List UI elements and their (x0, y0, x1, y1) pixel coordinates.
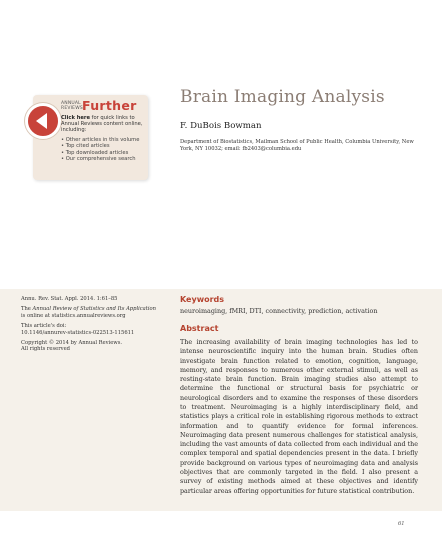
click-here-link[interactable]: Click here (61, 115, 90, 121)
abstract-heading: Abstract (180, 324, 219, 333)
citation: Annu. Rev. Stat. Appl. 2014. 1:61–85 (21, 296, 118, 302)
online-suffix: is online at statistics.annualreviews.org (21, 312, 126, 319)
article-author: F. DuBois Bowman (180, 121, 262, 131)
further-links-list (61, 137, 139, 162)
copyright-block (21, 340, 161, 353)
rights: All rights reserved (21, 346, 70, 353)
further-link[interactable]: • Other articles in this volume (61, 137, 139, 143)
keywords-text: neuroimaging, fMRI, DTI, connectivity, prediction, activation (180, 307, 378, 315)
online-note (21, 306, 161, 319)
back-arrow-icon[interactable] (25, 103, 61, 139)
article-metadata (21, 296, 161, 357)
article-title: Brain Imaging Analysis (180, 87, 385, 107)
page-number: 61 (398, 521, 405, 527)
abstract-text: The increasing availability of brain imaging technologies has led to intense neuroscientific inquiry into the human brain. Studies often investigate brain function related to emotion, cognition, language, memory, and responses to numerous other external stimuli, as well as resting-state brain function. Brain imaging studies also attempt to determine the functional or structural basis for psychiatric or neurological disorders and to examine the responses of these disorders to treatment. Neuroimaging is a highly interdisciplinary field, and statistics plays a critical role in establishing rigorous methods to extract information and to quantify evidence for formal inferences. Neuroimaging data present numerous challenges for statistical analysis, including the vast amounts of data collected from each individual and the complex temporal and spatial dependencies present in the data. I briefly provide background on various types of neuroimaging data and analysis objectives that are commonly targeted in the field. I also present a survey of existing methods aimed at these objectives and identify particular areas offering opportunities for future statistical contribution. (180, 339, 418, 495)
keywords-heading: Keywords (180, 295, 225, 304)
copyright: Copyright © 2014 by Annual Reviews. (21, 340, 123, 347)
doi-value[interactable]: 10.1146/annurev-statistics-022513-115611 (21, 329, 135, 336)
further-links-box[interactable] (33, 95, 148, 180)
journal-name: Annual Review of Statistics and Its Application (32, 306, 156, 313)
further-logo-text: Further (82, 98, 137, 113)
doi-label: This article's doi: (21, 323, 67, 330)
further-link[interactable]: • Top cited articles (61, 143, 139, 149)
online-prefix: The (21, 306, 33, 313)
further-click-text (61, 115, 143, 134)
annual-reviews-logo-text: ANNUAL REVIEWS (61, 101, 83, 111)
further-link[interactable]: • Top downloaded articles (61, 150, 139, 156)
doi-block (21, 323, 161, 336)
further-link[interactable]: • Our comprehensive search (61, 156, 139, 162)
click-description: for quick links to Annual Reviews content online, including: (61, 115, 143, 134)
author-affiliation: Department of Biostatistics, Mailman School of Public Health, Columbia University, New York, NY 10032; email: fb2403@columbia.edu (180, 139, 414, 152)
